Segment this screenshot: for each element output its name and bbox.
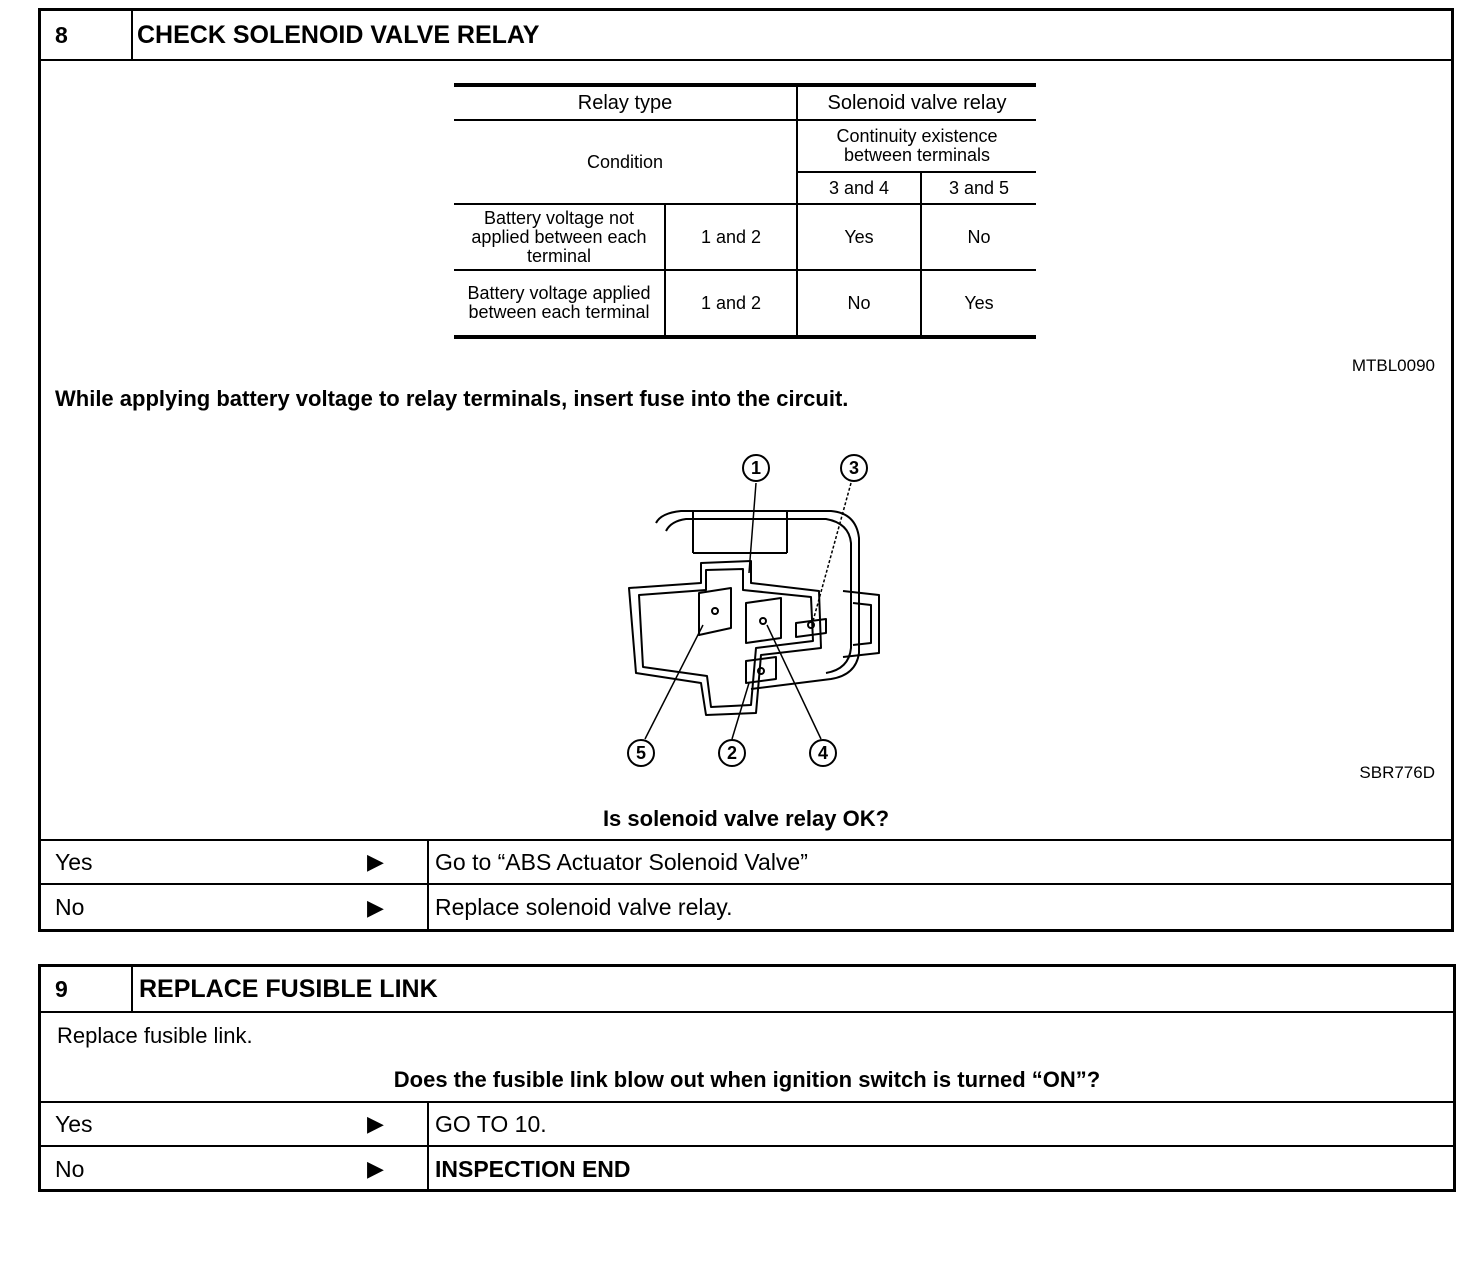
answer-row-no <box>41 883 1451 930</box>
row-2-3-4: No <box>847 292 871 313</box>
step-number: 8 <box>41 11 133 59</box>
question: Does the fusible link blow out when ignition switch is turned “ON”? <box>393 1067 1101 1092</box>
row-1-condition: Battery voltage not applied between each terminal <box>471 207 647 266</box>
instruction: Replace fusible link. <box>57 1023 253 1048</box>
row-2-3-5: Yes <box>964 292 994 313</box>
arrow-icon: ▶ <box>367 1156 384 1181</box>
arrow-icon: ▶ <box>367 894 384 920</box>
continuity-label: Continuity existence between terminals <box>836 126 998 165</box>
answer-row-no <box>41 1145 1453 1191</box>
answer-no: No <box>55 894 85 920</box>
step-9-header <box>41 967 1453 1013</box>
col-3-4-header: 3 and 4 <box>828 177 890 198</box>
terminal-3-label: 3 <box>848 458 860 478</box>
step-title: CHECK SOLENOID VALVE RELAY <box>137 20 540 49</box>
terminal-1-label: 1 <box>750 458 762 478</box>
row-2-terminals: 1 and 2 <box>700 292 762 313</box>
action-yes: Go to “ABS Actuator Solenoid Valve” <box>435 848 808 875</box>
answer-row-yes <box>41 1101 1453 1145</box>
relay-type-label: Relay type <box>577 91 673 114</box>
arrow-icon: ▶ <box>367 1111 384 1136</box>
figure-code: SBR776D <box>1359 763 1435 782</box>
table-code: MTBL0090 <box>1351 356 1435 375</box>
action-no: Replace solenoid valve relay. <box>435 894 733 920</box>
relay-table <box>454 83 1036 343</box>
instruction: While applying battery voltage to relay terminals, insert fuse into the circuit. <box>55 386 849 411</box>
answer-yes: Yes <box>55 1110 93 1137</box>
terminal-2-label: 2 <box>726 743 738 763</box>
row-2-condition: Battery voltage applied between each terminal <box>467 283 651 322</box>
answer-yes: Yes <box>55 848 93 875</box>
answer-no: No <box>55 1155 85 1182</box>
terminal-5-label: 5 <box>635 743 647 763</box>
col-3-5-header: 3 and 5 <box>948 177 1010 198</box>
step-title: REPLACE FUSIBLE LINK <box>139 974 438 1003</box>
answer-row-yes <box>41 839 1451 883</box>
action-no: INSPECTION END <box>435 1155 631 1182</box>
action-yes: GO TO 10. <box>435 1110 547 1137</box>
step-number: 9 <box>41 967 133 1011</box>
relay-name: Solenoid valve relay <box>827 91 1007 114</box>
row-1-3-4: Yes <box>844 226 874 247</box>
row-1-3-5: No <box>967 226 991 247</box>
row-1-terminals: 1 and 2 <box>700 226 762 247</box>
step-9-box <box>38 964 1456 1192</box>
step-8-header <box>41 11 1451 61</box>
step-8-box <box>38 8 1454 932</box>
arrow-icon: ▶ <box>367 849 384 874</box>
relay-diagram <box>581 443 901 773</box>
terminal-4-label: 4 <box>817 743 829 763</box>
question: Is solenoid valve relay OK? <box>602 806 890 831</box>
condition-label: Condition <box>586 151 664 172</box>
